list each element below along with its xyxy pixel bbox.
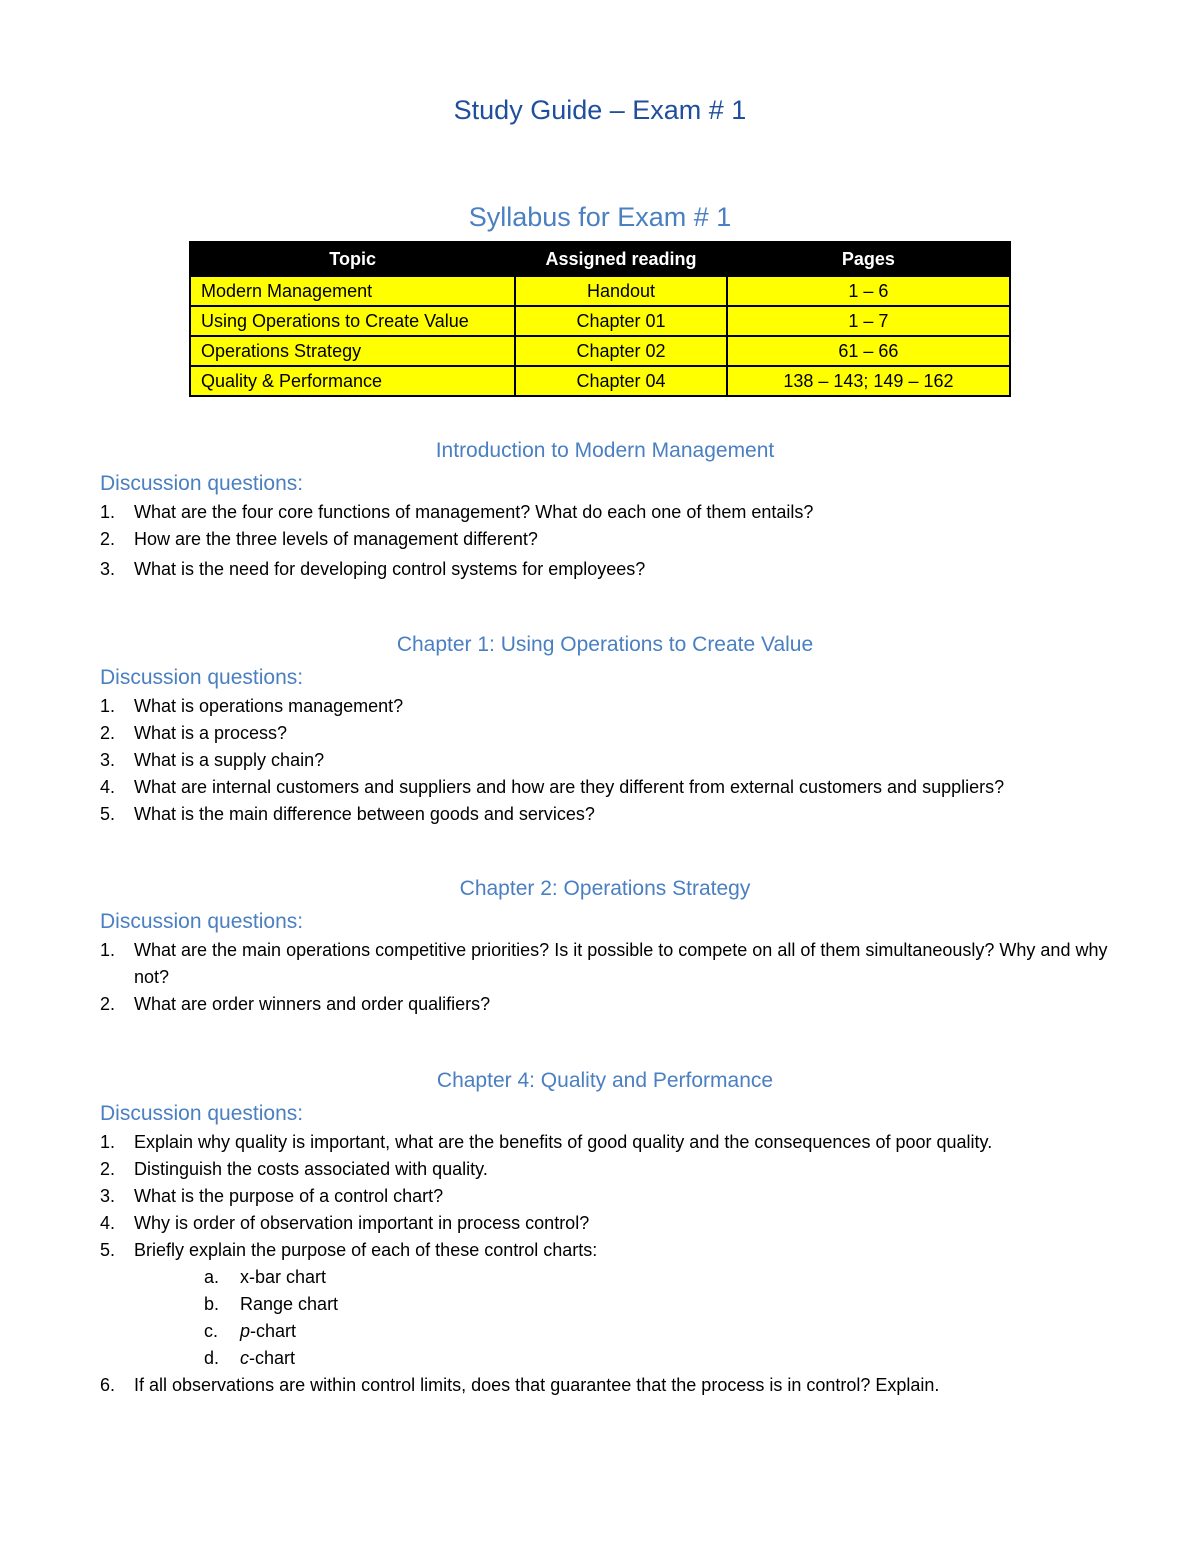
cell-topic: Using Operations to Create Value	[190, 306, 515, 336]
list-item	[100, 991, 1110, 1018]
list-number: 5.	[100, 1240, 116, 1260]
sub-item-suffix: -chart	[250, 1321, 297, 1341]
question-text: How are the three levels of management different?	[134, 529, 538, 549]
header-pages: Pages	[727, 242, 1010, 276]
list-number: 6.	[100, 1375, 116, 1395]
discussion-questions-label: Discussion questions:	[100, 1102, 304, 1125]
list-item	[100, 720, 1110, 747]
list-item	[100, 693, 1110, 720]
sub-list-item	[100, 1345, 1110, 1372]
list-item	[100, 1210, 1110, 1237]
section-title: Introduction to Modern Management	[435, 439, 775, 462]
question-list	[100, 499, 1110, 583]
discussion-questions-label: Discussion questions:	[100, 910, 304, 933]
question-text: What is operations management?	[134, 696, 404, 716]
list-number: 2.	[100, 529, 116, 549]
question-text: What is the need for developing control systems for employees?	[134, 559, 646, 579]
question-list	[100, 1129, 1110, 1264]
table-row	[190, 366, 1010, 396]
list-item	[100, 1129, 1110, 1156]
question-text: What is a process?	[134, 723, 288, 743]
sub-list-item	[100, 1291, 1110, 1318]
list-number: 2.	[100, 723, 116, 743]
table-row	[190, 336, 1010, 366]
list-number: 1.	[100, 1132, 116, 1152]
list-letter: d.	[204, 1348, 220, 1368]
section-chapter-4	[100, 1066, 1110, 1399]
list-item	[100, 1156, 1110, 1183]
list-number: 3.	[100, 559, 116, 579]
cell-reading: Chapter 02	[515, 336, 727, 366]
list-number: 1.	[100, 502, 116, 522]
list-number: 3.	[100, 750, 116, 770]
list-item	[100, 1183, 1110, 1210]
question-text: Why is order of observation important in process control?	[134, 1213, 590, 1233]
header-topic: Topic	[190, 242, 515, 276]
syllabus-title: Syllabus for Exam # 1	[468, 202, 732, 232]
question-text: Briefly explain the purpose of each of these control charts:	[134, 1240, 598, 1260]
cell-reading: Chapter 04	[515, 366, 727, 396]
question-list-continued	[100, 1372, 1110, 1399]
question-text: What is a supply chain?	[134, 750, 325, 770]
document-title: Study Guide – Exam # 1	[453, 95, 747, 125]
section-chapter-2	[100, 874, 1110, 1018]
sub-item-italic: p	[240, 1321, 251, 1341]
section-chapter-1	[100, 630, 1110, 828]
list-number: 4.	[100, 777, 116, 797]
list-item	[100, 774, 1110, 801]
list-number: 4.	[100, 1213, 116, 1233]
question-text: What are order winners and order qualifiers?	[134, 994, 491, 1014]
list-number: 2.	[100, 1159, 116, 1179]
cell-pages: 1 – 7	[727, 306, 1010, 336]
section-modern-management	[100, 436, 1110, 583]
list-number: 1.	[100, 696, 116, 716]
list-letter: b.	[204, 1294, 220, 1314]
question-text: Explain why quality is important, what are the benefits of good quality and the consequences of poor quality.	[134, 1132, 993, 1152]
table-header-row	[190, 242, 1010, 276]
list-item	[100, 801, 1110, 828]
question-text: What are the main operations competitive priorities? Is it possible to compete on all of them simultaneously? Why and why not?	[134, 940, 1108, 987]
sub-item-italic: c	[240, 1348, 249, 1368]
cell-topic: Quality & Performance	[190, 366, 515, 396]
list-number: 1.	[100, 940, 116, 960]
sub-item-suffix: -chart	[249, 1348, 296, 1368]
cell-pages: 138 – 143; 149 – 162	[727, 366, 1010, 396]
list-letter: c.	[204, 1321, 219, 1341]
question-text: If all observations are within control limits, does that guarantee that the process is in control? Explain.	[134, 1375, 940, 1395]
cell-topic: Modern Management	[190, 276, 515, 306]
sub-item-text: x-bar chart	[240, 1267, 327, 1287]
question-text: What is the purpose of a control chart?	[134, 1186, 444, 1206]
list-item	[100, 1237, 1110, 1264]
list-item	[100, 937, 1110, 991]
header-assigned-reading: Assigned reading	[515, 242, 727, 276]
sub-list-item	[100, 1318, 1110, 1345]
sub-list-item	[100, 1264, 1110, 1291]
question-list	[100, 937, 1110, 1018]
list-number: 3.	[100, 1186, 116, 1206]
section-title: Chapter 4: Quality and Performance	[436, 1069, 774, 1092]
cell-reading: Handout	[515, 276, 727, 306]
list-number: 2.	[100, 994, 116, 1014]
list-item	[100, 1372, 1110, 1399]
table-row	[190, 306, 1010, 336]
question-list	[100, 693, 1110, 828]
control-chart-sublist	[100, 1264, 1110, 1372]
list-number: 5.	[100, 804, 116, 824]
list-item	[100, 499, 1110, 526]
list-item	[100, 526, 1110, 553]
question-text: What are internal customers and suppliers and how are they different from external customers and suppliers?	[134, 777, 1005, 797]
cell-pages: 1 – 6	[727, 276, 1010, 306]
section-title: Chapter 2: Operations Strategy	[459, 877, 751, 900]
question-text: Distinguish the costs associated with quality.	[134, 1159, 488, 1179]
question-text: What is the main difference between goods and services?	[134, 804, 595, 824]
syllabus-table	[189, 241, 1011, 397]
list-item	[100, 556, 1110, 583]
discussion-questions-label: Discussion questions:	[100, 666, 304, 689]
cell-topic: Operations Strategy	[190, 336, 515, 366]
cell-pages: 61 – 66	[727, 336, 1010, 366]
sub-item-text: Range chart	[240, 1294, 339, 1314]
list-letter: a.	[204, 1267, 220, 1287]
section-title: Chapter 1: Using Operations to Create Value	[396, 633, 814, 656]
table-row	[190, 276, 1010, 306]
discussion-questions-label: Discussion questions:	[100, 472, 304, 495]
question-text: What are the four core functions of management? What do each one of them entails?	[134, 502, 814, 522]
list-item	[100, 747, 1110, 774]
cell-reading: Chapter 01	[515, 306, 727, 336]
